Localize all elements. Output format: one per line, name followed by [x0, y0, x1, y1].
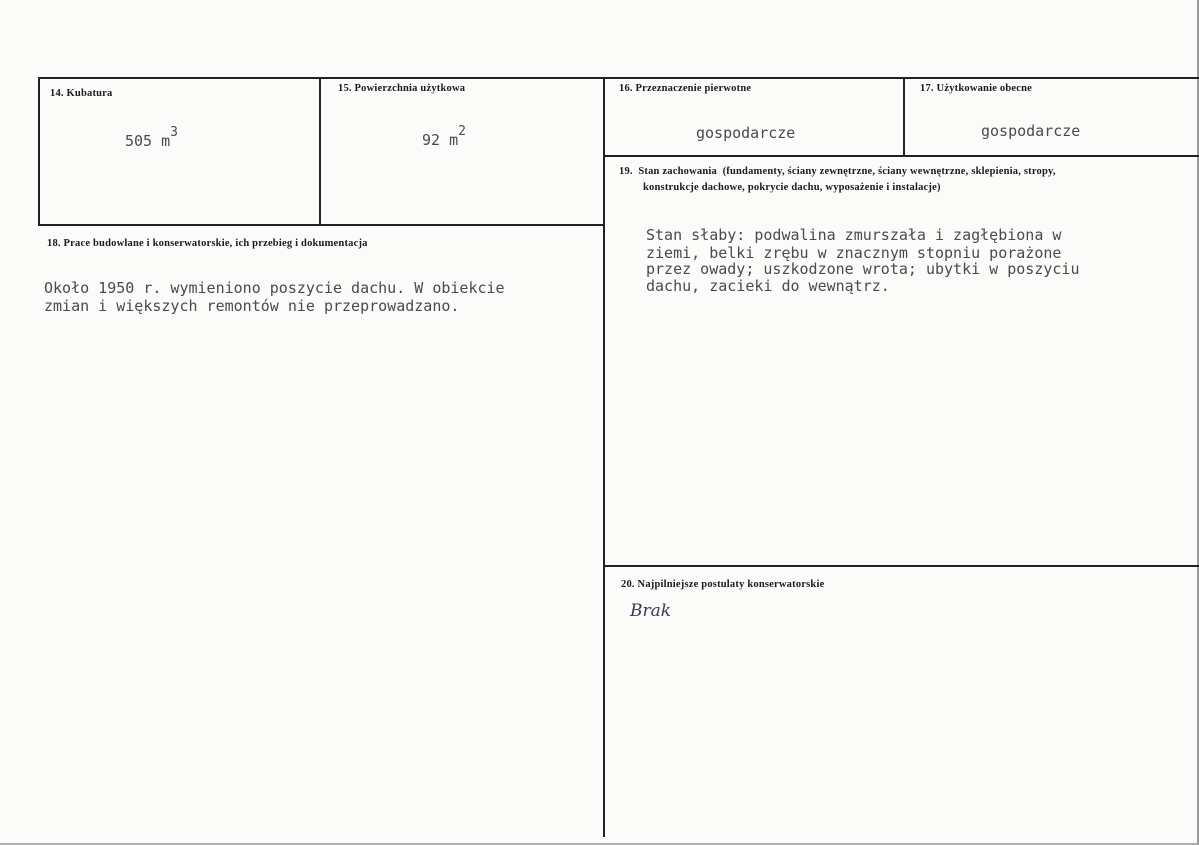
- label-postulaty: 20. Najpilniejsze postulaty konserwatorskie: [621, 579, 825, 590]
- value-kubatura: [125, 125, 178, 150]
- value-prace-line-1: Około 1950 r. wymieniono poszycie dachu. W obiekcie: [44, 279, 505, 297]
- powierzchnia-exponent: 2: [458, 124, 466, 139]
- value-stan-line-3: przez owady; uszkodzone wrota; ubytki w poszyciu: [646, 260, 1080, 278]
- label-stan-line-2: konstrukcje dachowe, pokrycie dachu, wyposażenie i instalacje): [643, 182, 941, 193]
- kubatura-number: 505 m: [125, 132, 171, 150]
- label-kubatura: 14. Kubatura: [50, 88, 113, 99]
- label-stan-line-1: 19. Stan zachowania (fundamenty, ściany zewnętrzne, ściany wewnętrzne, sklepienia, stropy,: [619, 166, 1056, 177]
- label-prace: 18. Prace budowlane i konserwatorskie, ich przebieg i dokumentacja: [47, 238, 368, 249]
- divider-16-17: [903, 77, 905, 156]
- label-powierzchnia: 15. Powierzchnia użytkowa: [338, 83, 466, 94]
- powierzchnia-number: 92 m: [422, 131, 459, 149]
- value-stan-line-1: Stan słaby: podwalina zmurszała i zagłębiona w: [646, 226, 1062, 244]
- value-postulaty-handwritten: Brak: [630, 601, 672, 621]
- label-uzytkowanie: 17. Użytkowanie obecne: [920, 83, 1033, 94]
- left-border: [38, 77, 40, 226]
- rule-above-20: [603, 565, 1199, 567]
- rule-under-14-15: [38, 224, 605, 226]
- label-przeznaczenie: 16. Przeznaczenie pierwotne: [619, 83, 752, 94]
- value-stan-line-4: dachu, zacieki do wewnątrz.: [646, 277, 890, 295]
- divider-15-16: [603, 77, 605, 837]
- top-rule: [38, 77, 1199, 79]
- kubatura-exponent: 3: [170, 125, 178, 140]
- value-uzytkowanie: gospodarcze: [981, 122, 1081, 140]
- divider-14-15: [319, 77, 321, 226]
- value-stan-line-2: ziemi, belki zrębu w znacznym stopniu porażone: [646, 244, 1062, 262]
- value-przeznaczenie: gospodarcze: [696, 124, 796, 142]
- value-prace-line-2: zmian i większych remontów nie przeprowadzano.: [44, 297, 460, 315]
- rule-under-16-17: [603, 155, 1199, 157]
- value-powierzchnia: [422, 124, 466, 149]
